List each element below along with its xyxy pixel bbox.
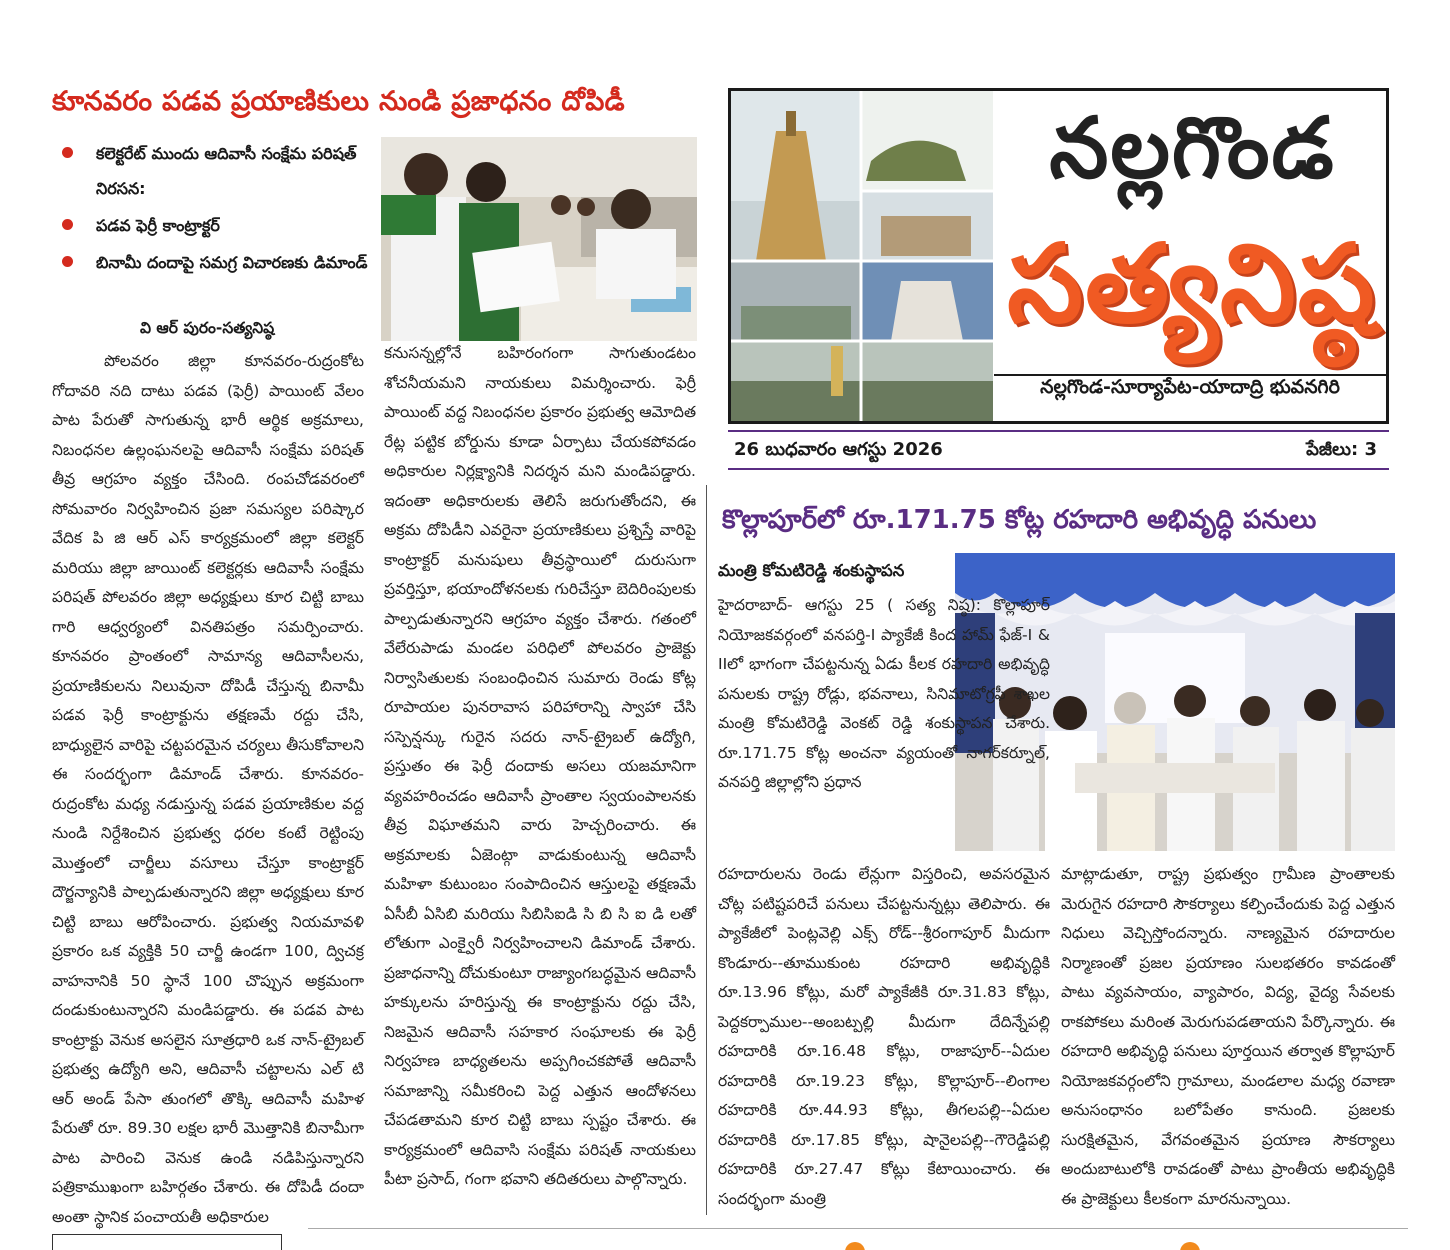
masthead-title-line1: నల్లగొండ bbox=[1049, 99, 1336, 197]
page-number: పేజీలు: 3 bbox=[1306, 439, 1377, 460]
bullet-text: బినామీ దందాపై సమగ్ర విచారణకు డిమాండ్ bbox=[96, 253, 368, 272]
article1-dateline: వి ఆర్ పురం-సత్యనిష్ఠ bbox=[140, 319, 275, 337]
article1-column1: పోలవరం జిల్లా కూనవరం-రుద్రంకోట గోదావరి నది దాటు పడవ (ఫెర్రీ) పాయింట్ వేలం పాట పేరుతో సాగుతున్న భారీ ఆర్థిక అక్రమాలు, నిబంధనల ఉల్లంఘనలపై ఆదివాసీ సంక్షేమ పరిషత్ తీవ్ర ఆగ్రహం వ్యక్తం చేసింది. రంపచోడవరంలో సోమవారం నిర్వహించిన ప్రజా సమస్యల పరిష్కార వేదిక పి జి ఆర్ ఎస్ కార్యక్రమంలో జిల్లా కలెక్టర్ మరియు జిల్లా జాయింట్ కలెక్టర్లకు ఆదివాసీ సంక్షేమ పరిషత్ పోలవరం జిల్లా అధ్యక్షులు కూర చిట్టి బాబు గారి ఆధ్వర్యంలో వినతిపత్రం సమర్పించారు. కూనవరం ప్రాంతంలో సామాన్య ఆదివాసీలను, ప్రయాణికులను నిలువునా దోపిడీ చేస్తున్న బినామీ పడవ ఫెర్రీ కాంట్రాక్టును తక్షణమే రద్దు చేసి, బాధ్యులైన వారిపై చట్టపరమైన చర్యలు తీసుకోవాలని ఈ సందర్భంగా డిమాండ్ చేశారు. కూనవరం-రుద్రంకోట మధ్య నడుస్తున్న పడవ ప్రయాణికుల వద్ద నుండి నిర్దేశించిన ప్రభుత్వ ధరల కంటే రెట్టింపు మొత్తంలో చార్జీలు వసూలు చేస్తూ కాంట్రాక్టర్ దౌర్జన్యానికి పాల్పడుతున్నారని జిల్లా అధ్యక్షులు కూర చిట్టి బాబు ఆరోపించారు. ప్రభుత్వ నియమావళి ప్రకారం ఒక వ్యక్తికి 50 చార్జీ ఉండగా 100, ద్విచక్ర వాహనానికి 50 స్థానే 100 చొప్పున అక్రమంగా దండుకుంటున్నారని మండిపడ్డారు. ఈ పడవ పాట కాంట్రాక్టు వెనుక అసలైన సూత్రధారి ఒక నాన్-ట్రైబల్ ప్రభుత్వ ఉద్యోగి అని, ఆదివాసీ చట్టాలను ఎల్ టి ఆర్ అండ్ పేసా తుంగలో తొక్కి ఆదివాసీ మహిళ పేరుతో రూ. 89.30 లక్షల భారీ మొత్తానికి బినామీగా పాట పారించి వెనుక ఉండి నడిపిస్తున్నారని పత్రికాముఖంగా బహిర్గతం చేశారు. ఈ దోపిడీ దందా అంతా స్థానిక పంచాయతీ అధికారుల bbox=[52, 352, 364, 1226]
masthead-subtitle: నల్లగొండ-సూర్యాపేట-యాదాద్రి భువనగిరి bbox=[1040, 376, 1340, 398]
article2-column3-top: హైదరాబాద్- ఆగస్టు 25 ( సత్య నిష్ఠ): కొల్లాపూర్ నియోజకవర్గంలో వనపర్తి-I ప్యాకేజీ కింద హామ్ ఫేజ్-I & IIలో భాగంగా చేపట్టనున్న ఏడు కీలక రహదారి అభివృద్ధి పనులకు రాష్ట్ర రోడ్లు, భవనాలు, సినిమాటోగ్రఫీ శాఖల మంత్రి కోమటిరెడ్డి వెంకట్ రెడ్డి శంకుస్థాపన చేశారు. రూ.171.75 కోట్ల అంచనా వ్యయంతో నాగర్‌కర్నూల్, వనపర్తి జిల్లాల్లోని ప్రధాన bbox=[718, 596, 1050, 791]
article2-column4: మాట్లాడుతూ, రాష్ట్ర ప్రభుత్వం గ్రామీణ ప్రాంతాలకు మెరుగైన రహదారి సౌకర్యాలు కల్పించేందుకు పెద్ద ఎత్తున నిధులు వెచ్చిస్తోందన్నారు. నాణ్యమైన రహదారుల నిర్మాణంతో ప్రజల ప్రయాణం సులభతరం కావడంతో పాటు వ్యవసాయం, వ్యాపారం, విద్య, వైద్య సేవలకు రాకపోకలు మరింత మెరుగుపడతాయని పేర్కొన్నారు. ఈ రహదారి అభివృద్ధి పనులు పూర్తయిన తర్వాత కొల్లాపూర్ నియోజకవర్గంలోని గ్రామాలు, మండలాల మధ్య రవాణా అనుసంధానం బలోపేతం కానుంది. ప్రజలకు సురక్షితమైన, వేగవంతమైన ప్రయాణ సౌకర్యాలు అందుబాటులోకి రావడంతో పాటు ప్రాంతీయ అభివృద్ధికి ఈ ప్రాజెక్టులు కీలకంగా మారనున్నాయి. bbox=[1061, 865, 1395, 1208]
bullet-item bbox=[58, 208, 368, 243]
issue-date: 26 బుధవారం ఆగస్టు 2026 bbox=[734, 439, 943, 460]
orange-circle-icon bbox=[845, 1242, 865, 1250]
article1-photo bbox=[381, 137, 697, 341]
masthead-photo-collage bbox=[731, 91, 993, 421]
bullet-item bbox=[58, 245, 368, 280]
article1-headline: కూనవరం పడవ ప్రయాణికులు నుండి ప్రజాధనం దోపిడీ bbox=[52, 86, 625, 117]
bullet-dot-icon bbox=[62, 256, 73, 267]
article1-bullet-list bbox=[58, 136, 368, 282]
orange-circle-icon bbox=[1180, 1242, 1200, 1250]
article2-subheadline: మంత్రి కోమటిరెడ్డి శంకుస్థాపన bbox=[718, 561, 905, 580]
bullet-dot-icon bbox=[62, 219, 73, 230]
bullet-text: కలెక్టరేట్ ముందు ఆదివాసీ సంక్షేమ పరిషత్ నిరసన: bbox=[96, 144, 357, 198]
article2-column3-bottom: రహదారులను రెండు లేన్లుగా విస్తరించి, అవసరమైన చోట్ల పటిష్టపరిచే పనులు చేపట్టనున్నట్లు తెలిపారు. ఈ ప్యాకేజీలో పెంట్లవెల్లి ఎక్స్ రోడ్--శ్రీరంగాపూర్ మీదుగా కొండూరు--తూముకుంట రహదారి అభివృద్ధికి రూ.13.96 కోట్లు, మరో ప్యాకేజీకి రూ.31.83 కోట్లు, పెద్దకర్పాముల--అంబట్పల్లి మీదుగా దేదిన్నేపల్లి రహదారికి రూ.16.48 కోట్లు, రాజాపూర్--ఏదుల రహదారికి రూ.19.23 కోట్లు, కొల్లాపూర్--లింగాల రహదారికి రూ.44.93 కోట్లు, తీగలపల్లి--ఏదుల రహదారికి రూ.17.85 కోట్లు, షానైలపల్లి--గౌరెడ్డిపల్లి రహదారికి రూ.27.47 కోట్లు కేటాయించారు. ఈ సందర్భంగా మంత్రి bbox=[718, 865, 1050, 1208]
date-bar bbox=[728, 430, 1389, 470]
article2-headline: కొల్లాపూర్‌లో రూ.171.75 కోట్ల రహదారి అభివృద్ధి పనులు bbox=[722, 505, 1317, 535]
bullet-item bbox=[58, 136, 368, 206]
bottom-box-fragment bbox=[52, 1234, 282, 1250]
bullet-dot-icon bbox=[62, 147, 73, 158]
article1-column2: కనుసన్నల్లోనే బహిరంగంగా సాగుతుండటం శోచనీయమని నాయకులు విమర్శించారు. ఫెర్రీ పాయింట్ వద్ద నిబంధనల ప్రకారం ప్రభుత్వ ఆమోదిత రేట్ల పట్టిక బోర్డును కూడా ఏర్పాటు చేయకపోవడం అధికారుల నిర్లక్ష్యానికి నిదర్శన మని మండిపడ్డారు. ఇదంతా అధికారులకు తెలిసే జరుగుతోందని, ఈ అక్రమ దోపిడీని ఎవరైనా ప్రయాణికులు ప్రశ్నిస్తే వారిపై కాంట్రాక్టర్ మనుషులు తీవ్రస్థాయిలో దురుసుగా ప్రవర్తిస్తూ, భయాందోళనలకు గురిచేస్తూ బెదిరింపులకు పాల్పడుతున్నారని ఆగ్రహం వ్యక్తం చేశారు. గతంలో వేలేరుపాడు మండల పరిధిలో పోలవరం ప్రాజెక్టు నిర్వాసితులకు సంబంధించిన సుమారు రెండు కోట్ల రూపాయల పునరావాస పరిహారాన్ని స్వాహా చేసి సస్పెన్షన్కు గురైన సదరు నాన్-ట్రైబల్ ఉద్యోగి, ప్రస్తుతం ఈ ఫెర్రీ దందాకు అసలు యజమానిగా వ్యవహరించడం ఆదివాసీ ప్రాంతాల స్వయంపాలనకు తీవ్ర విఘాతమని వారు హెచ్చరించారు. ఈ అక్రమాలకు ఏజెంట్గా వాడుకుంటున్న ఆదివాసీ మహిళా కుటుంబం సంపాదించిన ఆస్తులపై తక్షణమే ఏసీబీ ఏసిబి మరియు సిబిసిఐడి సి బి సి ఐ డి లతో లోతుగా ఎంక్వైరీ నిర్వహించాలని డిమాండ్ చేశారు. ప్రజాధనాన్ని దోచుకుంటూ రాజ్యాంగబద్ధమైన ఆదివాసీ హక్కులను హరిస్తున్న ఈ కాంట్రాక్టును రద్దు చేసి, నిజమైన ఆదివాసీ సహకార సంఘాలకు ఈ ఫెర్రీ నిర్వహణ బాధ్యతలను అప్పగించకపోతే ఆదివాసీ సమాజాన్ని సమీకరించి పెద్ద ఎత్తున ఆందోళనలు చేపడతామని కూర చిట్టి బాబు స్పష్టం చేశారు. ఈ కార్యక్రమంలో ఆదివాసి సంక్షేమ పరిషత్ నాయకులు పీటా ప్రసాద్, గంగా భవాని తదితరులు పాల్గొన్నారు. bbox=[384, 344, 696, 1188]
masthead-title-line2: సత్యనిష్ఠ bbox=[1007, 222, 1377, 347]
column-divider bbox=[706, 485, 707, 1215]
bullet-text: పడవ ఫెర్రీ కాంట్రాక్టర్ bbox=[96, 216, 220, 235]
bottom-divider bbox=[308, 1228, 1408, 1229]
